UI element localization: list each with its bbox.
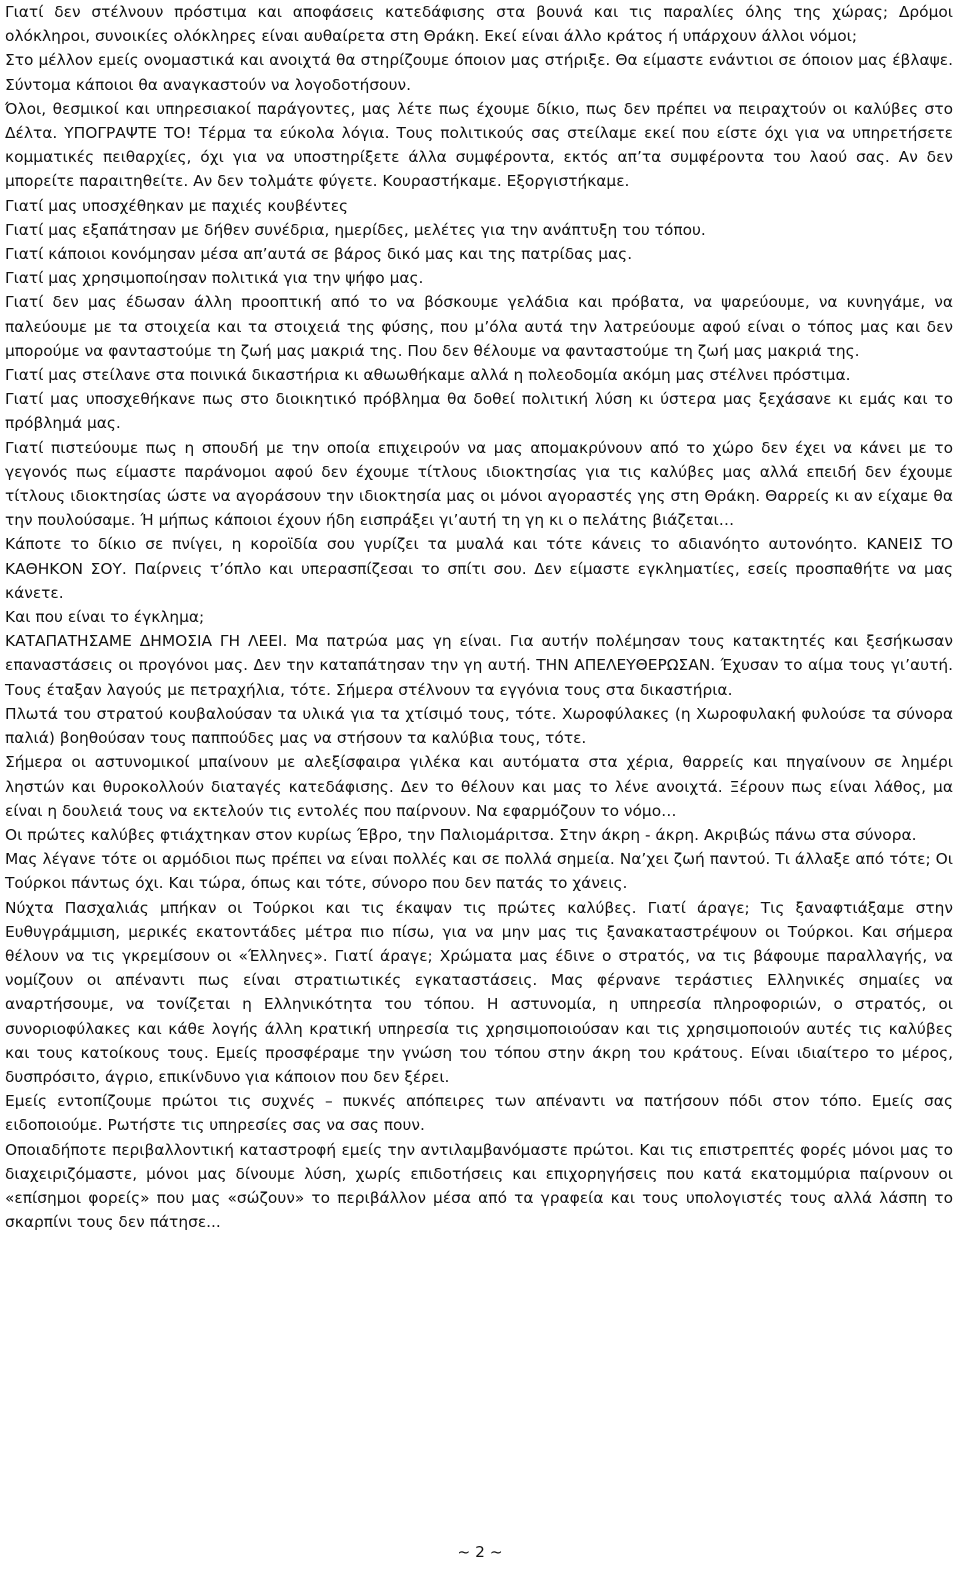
paragraph-5: Γιατί μας εξαπάτησαν με δήθεν συνέδρια, ημερίδες, μελέτες για την ανάπτυξη του τόπου.: [5, 220, 706, 239]
paragraph-14: ΚΑΤΑΠΑΤΗΣΑΜΕ ΔΗΜΟΣΙΑ ΓΗ ΛΕΕΙ. Μα πατρώα μας γη είναι. Για αυτήν πολέμησαν τους κατακτητές και ξεσήκωσαν επαναστάσεις οι προγόνοι μας. Δεν την καταπάτησαν την γη αυτή. ΤΗΝ ΑΠΕΛΕΥΘΕΡΩΣΑΝ. Έχυσαν το αίμα τους γι’αυτή. Τους έταξαν λαγούς με πετραχήλια, τότε. Σήμερα στέλνουν τα εγγόνια τους στα δικαστήρια.: [5, 632, 953, 699]
paragraph-6: Γιατί κάποιοι κονόμησαν μέσα απ’αυτά σε βάρος δικό μας και της πατρίδας μας.: [5, 245, 633, 264]
paragraph-8: Γιατί δεν μας έδωσαν άλλη προοπτική από το να βόσκουμε γελάδια και πρόβατα, να ψαρεύουμε, να κυνηγάμε, να παλεύουμε με τα στοιχεία και τα στοιχειά της φύσης, που μ’όλα αυτά την λατρεύουμε αφού είναι ο τόπος μας και δεν μπορούμε να φανταστούμε τη ζωή μας μακριά της. Που δεν θέλουμε να φανταστούμε τη ζωή μας μακριά της.: [5, 293, 953, 360]
paragraph-20: Εμείς εντοπίζουμε πρώτοι τις συχνές – πυκνές απόπειρες των απέναντι να πατήσουν πόδι στον τόπο. Εμείς σας ειδοποιούμε. Ρωτήστε τις υπηρεσίες σας να σας πουν.: [5, 1092, 953, 1135]
paragraph-12: Κάποτε το δίκιο σε πνίγει, η κοροϊδία σου γυρίζει τα μυαλά και τότε κάνεις το αδιανόητο αυτονόητο. ΚΑΝΕΙΣ ΤΟ ΚΑΘΗΚΟΝ ΣΟΥ. Παίρνεις τ’όπλο και υπερασπίζεσαι το σπίτι σου. Δεν είμαστε εγκληματίες, εσείς προσπαθήτε να μας κάνετε.: [5, 535, 953, 602]
paragraph-1: Γιατί δεν στέλνουν πρόστιμα και αποφάσεις κατεδάφισης στα βουνά και τις παραλίες όλης της χώρας; Δρόμοι ολόκληροι, συνοικίες ολόκληρες είναι αυθαίρετα στη Θράκη. Εκεί είναι άλλο κράτος ή υπάρχουν άλλοι νόμοι;: [5, 3, 953, 46]
paragraph-4: Γιατί μας υποσχέθηκαν με παχιές κουβέντες: [5, 196, 349, 215]
page-number: ~ 2 ~: [457, 1543, 503, 1561]
paragraph-18: Μας λέγανε τότε οι αρμόδιοι πως πρέπει να είναι πολλές και σε πολλά σημεία. Να’χει ζωή παντού. Τι άλλαξε από τότε; Οι Τούρκοι πάντως όχι. Και τώρα, όπως και τότε, σύνορο που δεν πατάς το χάνεις.: [5, 850, 953, 893]
paragraph-19: Νύχτα Πασχαλιάς μπήκαν οι Τούρκοι και τις έκαψαν τις πρώτες καλύβες. Γιατί άραγε; Τις ξαναφτιάξαμε στην Ευθυγράμμιση, μερικές εκατοντάδες μέτρα πιο πίσω, για να μην μας τις ξανακαταστρέψουν οι Τούρκοι. Και σήμερα θέλουν να τις γκρεμίσουν οι «Έλληνες». Γιατί άραγε; Χρώματα μας έδινε ο στρατός, να τις βάφουμε παραλλαγής, να νομίζουν οι απέναντι πως είναι στρατιωτικές εγκαταστάσεις. Μας φέρνανε τεράστιες Ελληνικές σημαίες να αναρτήσουμε, να τονίζεται η Ελληνικότητα του τόπου. Η αστυνομία, η υπηρεσία πληροφοριών, ο στρατός, οι συνοριοφύλακες και κάθε λογής άλλη κρατική υπηρεσία τις χρησιμοποιούσαν και τις χρησιμοποιούν αυτές τις καλύβες και τους κατοίκους τους. Εμείς προσφέραμε την γνώση του τόπου στην άκρη του κράτους. Είναι ιδιαίτερο το μέρος, δυσπρόσιτο, άγριο, επικίνδυνο για κάποιον που δεν ξέρει.: [5, 898, 953, 1086]
paragraph-9: Γιατί μας στείλανε στα ποινικά δικαστήρια κι αθωωθήκαμε αλλά η πολεοδομία ακόμη μας στέλνει πρόστιμα.: [5, 366, 851, 385]
paragraph-7: Γιατί μας χρησιμοποίησαν πολιτικά για την ψήφο μας.: [5, 269, 424, 288]
paragraph-3: Όλοι, θεσμικοί και υπηρεσιακοί παράγοντες, μας λέτε πως έχουμε δίκιο, πως δεν πρέπει να πειραχτούν οι καλύβες στο Δέλτα. ΥΠΟΓΡΑΨΤΕ ΤΟ! Τέρμα τα εύκολα λόγια. Τους πολιτικούς σας στείλαμε εκεί που είστε όχι για να υπηρετήσετε κομματικές πειθαρχίες, όχι για να υποστηρίξετε άλλα συμφέροντα, εκτός απ’τα συμφέροντα του λαού σας. Αν δεν μπορείτε παραιτηθείτε. Αν δεν τολμάτε φύγετε. Κουραστήκαμε. Εξοργιστήκαμε.: [5, 99, 953, 191]
paragraph-11: Γιατί πιστεύουμε πως η σπουδή με την οποία επιχειρούν να μας απομακρύνουν από το χώρο δεν έχει να κάνει με το γεγονός πως είμαστε παράνομοι αφού δεν έχουμε τίτλους ιδιοκτησίας για τις καλύβες μας αλλά επειδή δεν έχουμε τίτλους ιδιοκτησίας ώστε να αγοράσουν την ιδιοκτησία μας οι μόνοι αγοραστές γης στη Θράκη. Θαρρείς κι αν είχαμε θα την πουλούσαμε. Ή μήπως κάποιοι έχουν ήδη εισπράξει γι’αυτή τη γη κι ο πελάτης βιάζεται…: [5, 438, 953, 530]
paragraph-2: Στο μέλλον εμείς ονομαστικά και ανοιχτά θα στηρίζουμε όποιον μας στήριξε. Θα είμαστε ενάντιοι σε όποιον μας έβλαψε. Σύντομα κάποιοι θα αναγκαστούν να λογοδοτήσουν.: [5, 51, 953, 94]
paragraph-15: Πλωτά του στρατού κουβαλούσαν τα υλικά για τα χτίσιμό τους, τότε. Χωροφύλακες (η Χωροφυλακή φυλούσε τα σύνορα παλιά) βοηθούσαν τους παππούδες μας να στήσουν τα καλύβια τους, τότε.: [5, 704, 953, 748]
paragraph-10: Γιατί μας υποσχεθήκανε πως στο διοικητικό πρόβλημα θα δοθεί πολιτική λύση κι ύστερα μας ξεχάσανε κι εμάς και το πρόβλημά μας.: [5, 390, 953, 433]
document-body: [5, 0, 953, 1234]
paragraph-17: Οι πρώτες καλύβες φτιάχτηκαν στον κυρίως Έβρο, την Παλιομάριτσα. Στην άκρη - άκρη. Ακριβώς πάνω στα σύνορα.: [5, 825, 917, 844]
paragraph-16: Σήμερα οι αστυνομικοί μπαίνουν με αλεξίσφαιρα γιλέκα και αυτόματα στα χέρια, θαρρείς και πηγαίνουν σε λημέρι ληστών και θυροκολλούν διαταγές κατεδάφισης. Δεν το θέλουν και μας το λένε ανοιχτά. Ξέρουν πως είναι λάθος, μα είναι η δουλειά τους να εκτελούν τις εντολές που παίρνουν. Να εφαρμόζουν το νόμο…: [5, 753, 953, 820]
paragraph-21: Οποιαδήποτε περιβαλλοντική καταστροφή εμείς την αντιλαμβανόμαστε πρώτοι. Και τις επιστρεπτές φορές μόνοι μας το διαχειριζόμαστε, μόνοι μας δίνουμε λύση, χωρίς επιδοτήσεις και επιχορηγήσεις που κατά εκατομμύρια παίρνουν οι «επίσημοι φορείς» που μας «σώζουν» το περιβάλλον μέσα από τα γραφεία και τους υπολογιστές τους αλλά λάσπη το σκαρπίνι τους δεν πάτησε...: [5, 1140, 953, 1232]
paragraph-13: Και που είναι το έγκλημα;: [5, 608, 205, 627]
